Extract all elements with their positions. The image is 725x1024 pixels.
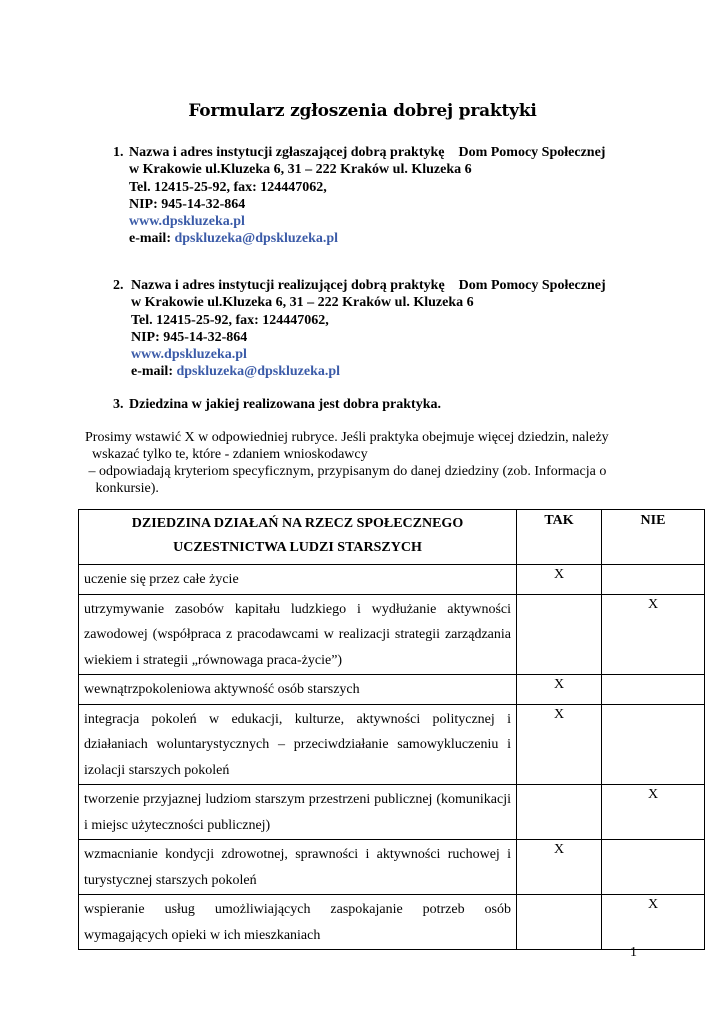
section-domain-heading [113, 396, 441, 413]
tak-cell[interactable]: X [517, 675, 602, 705]
section-number: 3. [113, 397, 124, 412]
page-number: 1 [630, 945, 637, 960]
email-link[interactable]: dpskluzeka@dpskluzeka.pl [176, 364, 341, 380]
table-row [79, 594, 705, 675]
section-submitting-institution [113, 144, 605, 248]
section-line: NIP: 945-14-32-864 [129, 196, 246, 212]
document-title: Formularz zgłoszenia dobrej praktyki [188, 101, 537, 121]
note-line: wskazać tylko te, które - zdaniem wnioskodawcy [85, 447, 368, 462]
section-line: w Krakowie ul.Kluzeka 6, 31 – 222 Kraków ul. Kluzeka 6 [131, 295, 474, 311]
table-header-row [79, 510, 705, 565]
tak-cell[interactable]: X [517, 704, 602, 785]
section-number: 1. [113, 145, 124, 160]
domain-cell: uczenie się przez całe życie [79, 565, 517, 595]
nie-cell[interactable]: X [602, 594, 705, 675]
header-domain-line: DZIEDZINA DZIAŁAŃ NA RZECZ SPOŁECZNEGO [131, 516, 464, 531]
email-label: e-mail: [129, 231, 175, 247]
tak-cell[interactable]: X [517, 565, 602, 595]
section-number: 2. [113, 278, 124, 293]
domain-table [78, 509, 705, 950]
table-row [79, 704, 705, 785]
section-line: Tel. 12415-25-92, fax: 124447062, [131, 312, 329, 328]
tak-cell[interactable] [517, 895, 602, 950]
table-row [79, 840, 705, 895]
section-line: w Krakowie ul.Kluzeka 6, 31 – 222 Kraków ul. Kluzeka 6 [129, 162, 472, 178]
table-row [79, 785, 705, 840]
note-line: konkursie). [85, 481, 159, 496]
nie-cell[interactable] [602, 675, 705, 705]
note-line: – odpowiadają kryteriom specyficznym, przypisanym do danej dziedziny (zob. Informacja o [85, 464, 607, 479]
note-line: Prosimy wstawić X w odpowiedniej rubryce. Jeśli praktyka obejmuje więcej dziedzin, należy [85, 430, 609, 445]
table-row [79, 895, 705, 950]
instruction-note [85, 429, 665, 497]
header-domain [79, 510, 517, 565]
nie-cell[interactable]: X [602, 895, 705, 950]
section-line: Nazwa i adres instytucji realizującej dobrą praktykę Dom Pomocy Społecznej [131, 278, 606, 293]
domain-cell: integracja pokoleń w edukacji, kulturze, aktywności politycznej i działaniach woluntarystycznych – przeciwdziałanie samowykluczeniu i izolacji starszych pokoleń [79, 704, 517, 785]
email-label: e-mail: [131, 364, 177, 380]
domain-cell: utrzymywanie zasobów kapitału ludzkiego i wydłużanie aktywności zawodowej (współpraca z pracodawcami w realizacji strategii zarządzania wiekiem i strategii „równowaga praca-życie”) [79, 594, 517, 675]
website-link[interactable]: www.dpskluzeka.pl [131, 347, 247, 363]
domain-cell: tworzenie przyjaznej ludziom starszym przestrzeni publicznej (komunikacji i miejsc użyteczności publicznej) [79, 785, 517, 840]
domain-cell: wspieranie usług umożliwiających zaspokajanie potrzeb osób wymagających opieki w ich mieszkaniach [79, 895, 517, 950]
nie-cell[interactable] [602, 565, 705, 595]
section-line: NIP: 945-14-32-864 [131, 329, 248, 345]
nie-cell[interactable] [602, 704, 705, 785]
header-domain-line: UCZESTNICTWA LUDZI STARSZYCH [173, 540, 422, 555]
section-line: Dziedzina w jakiej realizowana jest dobra praktyka. [129, 397, 441, 412]
domain-cell: wzmacnianie kondycji zdrowotnej, sprawności i aktywności ruchowej i turystycznej starszych pokoleń [79, 840, 517, 895]
section-line: Tel. 12415-25-92, fax: 124447062, [129, 179, 327, 195]
section-line: Nazwa i adres instytucji zgłaszającej dobrą praktykę Dom Pomocy Społecznej [129, 145, 606, 160]
table-row [79, 565, 705, 595]
header-nie: NIE [602, 510, 705, 565]
website-link[interactable]: www.dpskluzeka.pl [129, 214, 245, 230]
nie-cell[interactable]: X [602, 785, 705, 840]
section-implementing-institution [113, 277, 606, 381]
tak-cell[interactable]: X [517, 840, 602, 895]
tak-cell[interactable] [517, 594, 602, 675]
tak-cell[interactable] [517, 785, 602, 840]
domain-cell: wewnątrzpokoleniowa aktywność osób starszych [79, 675, 517, 705]
nie-cell[interactable] [602, 840, 705, 895]
table-row [79, 675, 705, 705]
email-link[interactable]: dpskluzeka@dpskluzeka.pl [174, 231, 339, 247]
header-tak: TAK [517, 510, 602, 565]
